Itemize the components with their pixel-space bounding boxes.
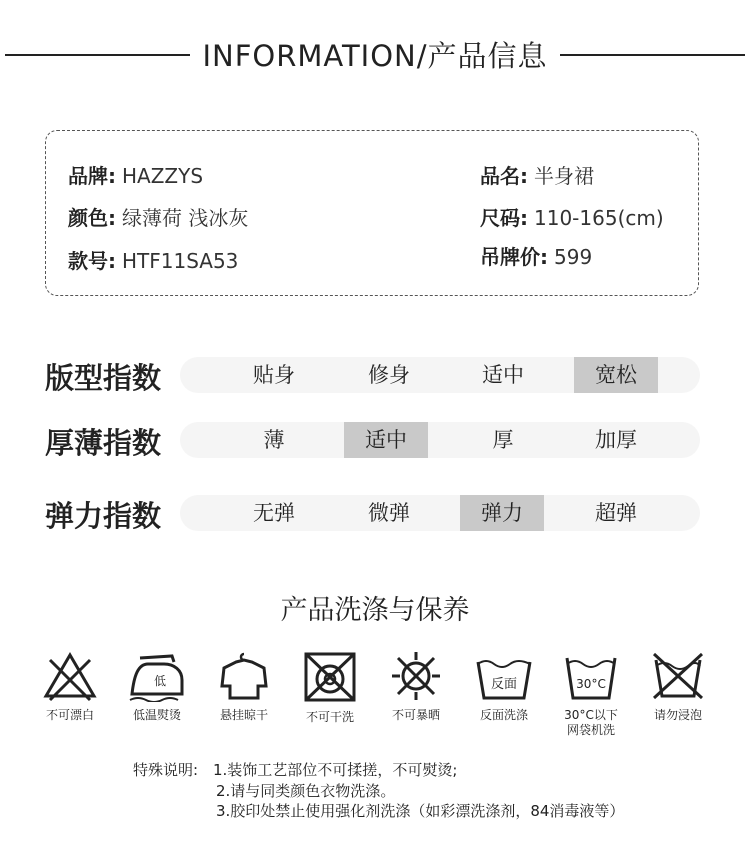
header-line-right [560,54,745,56]
care-caption: 不可干洗 [305,710,354,724]
care-caption: 不可暴晒 [391,708,440,722]
info-key: 款号: [68,249,116,273]
info-value: 599 [554,245,593,269]
elasticity-option: 无弹 [253,501,295,525]
caption-line: 30°C以下 [564,708,618,722]
info-value: 半身裙 [534,164,594,188]
info-price [480,241,592,270]
wash-inside-out-icon [474,650,534,702]
info-value: 绿薄荷 浅冰灰 [122,206,249,230]
page-title: INFORMATION/产品信息 [202,39,548,73]
wash-symbol: 反面 [490,677,518,692]
care-caption: 悬挂晾干 [219,708,268,722]
fit-option: 适中 [482,363,524,387]
temp-symbol: 30°C [576,677,606,691]
info-size [480,202,664,231]
notes-label: 特殊说明: [133,761,199,779]
care-caption: 不可漂白 [45,708,94,722]
care-item-no-soak [635,650,721,723]
thickness-option: 厚 [492,428,514,452]
care-item-no-sun [373,650,459,723]
care-caption: 反面洗涤 [479,708,528,722]
care-item-machine-wash [548,650,634,738]
fit-index-label: 版型指数 [45,361,162,395]
care-item-hang-dry [201,650,287,723]
info-style-no [68,245,238,274]
elasticity-option: 超弹 [595,501,637,525]
elasticity-index-bar [180,495,700,531]
fit-option: 宽松 [574,357,658,393]
info-key: 吊牌价: [480,245,548,269]
no-sun-icon [388,650,444,702]
info-color [68,202,248,231]
care-caption: 低温熨烫 [132,708,181,722]
elasticity-option: 弹力 [460,495,544,531]
care-title: 产品洗涤与保养 [280,595,470,626]
no-bleach-icon [42,650,98,702]
info-value: 110-165(cm) [534,206,664,230]
fit-index-bar [180,357,700,393]
fit-option: 修身 [368,363,410,387]
fit-option: 贴身 [253,363,295,387]
info-key: 颜色: [68,206,116,230]
care-item-no-dry-clean [287,650,373,725]
hang-dry-icon [216,650,272,702]
care-caption [548,708,634,738]
no-soak-icon [650,650,706,702]
no-dry-clean-icon [302,650,358,704]
elasticity-option: 微弹 [368,501,410,525]
thickness-option: 适中 [344,422,428,458]
machine-wash-30-icon [563,650,619,702]
low-iron-icon [126,650,188,702]
info-key: 品名: [480,164,528,188]
elasticity-index-label: 弹力指数 [45,499,162,533]
note-line: 1.装饰工艺部位不可揉搓，不可熨烫; [213,761,458,779]
care-item-no-bleach [27,650,113,723]
iron-symbol: 低 [153,674,167,688]
info-value: HTF11SA53 [122,249,239,273]
thickness-option: 薄 [263,428,285,452]
thickness-option: 加厚 [595,428,637,452]
care-item-low-iron [114,650,200,723]
thickness-index-label: 厚薄指数 [45,426,162,460]
care-caption: 请勿浸泡 [653,708,702,722]
note-line: 2.请与同类颜色衣物洗涤。 [216,782,396,800]
info-key: 品牌: [68,164,116,188]
info-value: HAZZYS [122,164,204,188]
note-line: 3.胶印处禁止使用强化剂洗涤（如彩漂洗涤剂，84消毒液等） [216,802,625,820]
care-item-wash-inside-out [461,650,547,723]
thickness-index-bar [180,422,700,458]
info-brand [68,160,203,189]
info-product-name [480,160,594,189]
caption-line: 网袋机洗 [566,723,615,737]
info-key: 尺码: [480,206,528,230]
